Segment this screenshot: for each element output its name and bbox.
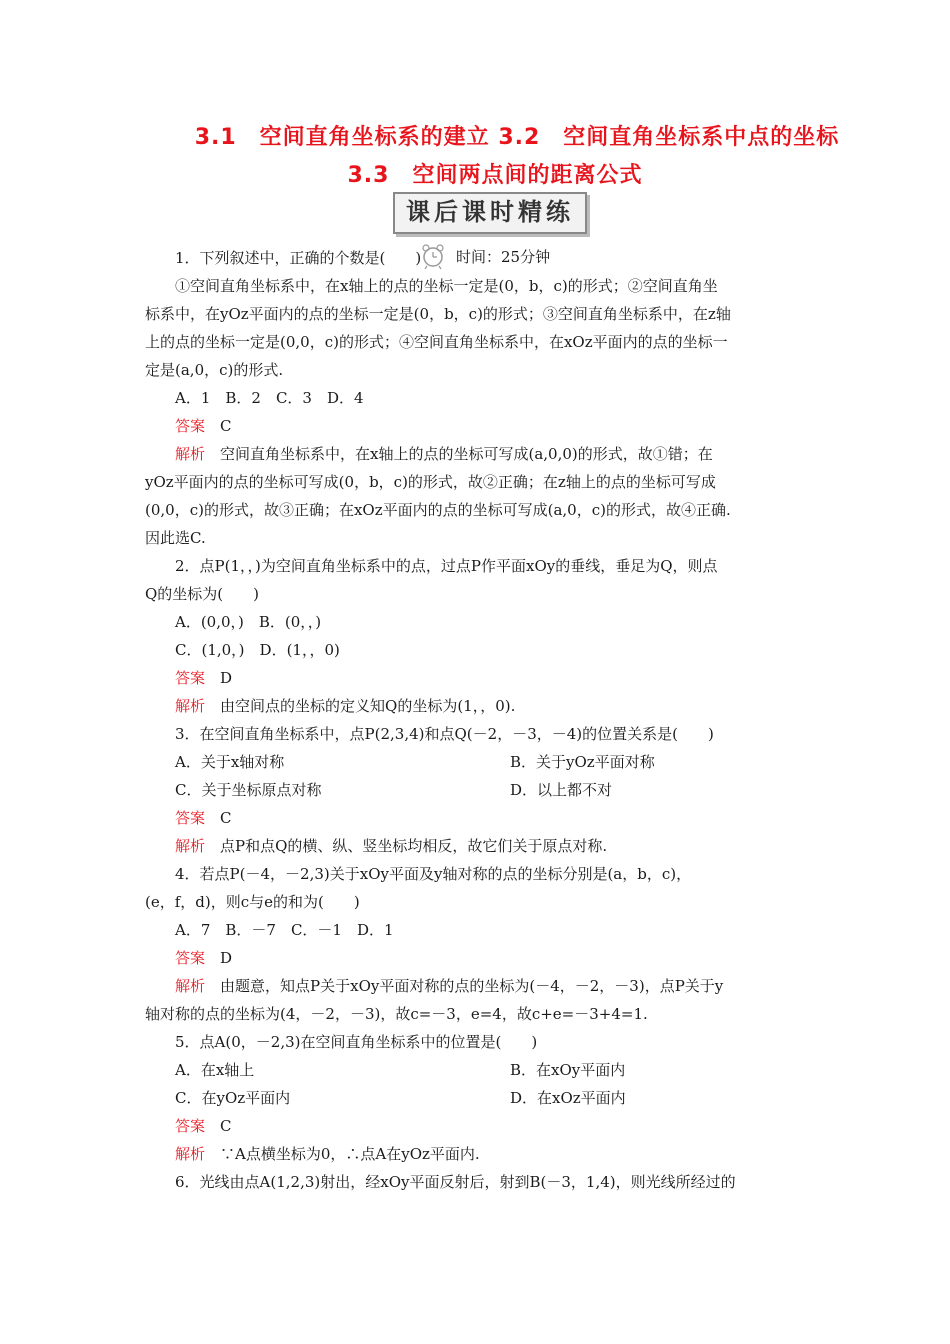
q3-option-c: C．关于坐标原点对称 [175, 781, 322, 799]
q1-body-2: 标系中，在yOz平面内的点的坐标一定是(0，b，c)的形式；③空间直角坐标系中，在z轴 [145, 305, 731, 323]
q3-option-b: B．关于yOz平面对称 [510, 753, 655, 771]
q4-options: A．7 B．－7 C．－1 D．1 [175, 921, 394, 939]
q1-body-3: 上的点的坐标一定是(0,0，c)的形式；④空间直角坐标系中，在xOz平面内的点的坐标一 [145, 333, 728, 351]
title-line-1: 3.1 空间直角坐标系的建立 3.2 空间直角坐标系中点的坐标 [194, 125, 840, 150]
q5-option-b: B．在xOy平面内 [510, 1061, 626, 1079]
q2-options-2: C．(1,0，) D．(1，，0) [175, 641, 340, 659]
after-class-practice-banner: 课后课时精练 [393, 192, 587, 234]
alarm-clock-icon [420, 242, 446, 270]
q5-answer: 答案 C [175, 1117, 232, 1135]
q1-analysis-1: 解析 空间直角坐标系中，在x轴上的点的坐标可写成(a,0,0)的形式，故①错；在 [175, 445, 713, 463]
q4-answer: 答案 D [175, 949, 233, 967]
q2-answer: 答案 D [175, 669, 233, 687]
q4-analysis-1: 解析 由题意，知点P关于xOy平面对称的点的坐标为(－4，－2，－3)，点P关于y [175, 977, 724, 995]
q3-option-d: D．以上都不对 [510, 781, 613, 799]
q3-stem: 3．在空间直角坐标系中，点P(2,3,4)和点Q(－2，－3，－4)的位置关系是( ) [175, 725, 714, 743]
q4-analysis-2: 轴对称的点的坐标为(4，－2，－3)，故c=－3，e=4，故c+e=－3+4=1. [145, 1005, 648, 1023]
q4-stem-1: 4．若点P(－4，－2,3)关于xOy平面及y轴对称的点的坐标分别是(a，b，c)， [175, 865, 692, 883]
time-label: 时间：25分钟 [456, 247, 551, 266]
q1-body-1: ①空间直角坐标系中，在x轴上的点的坐标一定是(0，b，c)的形式；②空间直角坐 [175, 277, 718, 295]
q3-analysis: 解析 点P和点Q的横、纵、竖坐标均相反，故它们关于原点对称. [175, 837, 608, 855]
q2-options-1: A．(0,0，) B．(0，，) [175, 613, 322, 631]
q5-option-c: C．在yOz平面内 [175, 1089, 291, 1107]
q5-analysis: 解析 ∵A点横坐标为0，∴点A在yOz平面内. [175, 1145, 480, 1163]
q3-option-a: A．关于x轴对称 [175, 753, 285, 771]
q1-body-4: 定是(a,0，c)的形式. [145, 361, 284, 379]
q1-answer: 答案 C [175, 417, 232, 435]
q1-analysis-2: yOz平面内的点的坐标可写成(0，b，c)的形式，故②正确；在z轴上的点的坐标可写成 [145, 473, 716, 491]
title-line-2: 3.3 空间两点间的距离公式 [347, 163, 643, 188]
q1-options: A．1 B．2 C．3 D．4 [175, 389, 364, 407]
q2-stem-2: Q的坐标为( ) [145, 585, 260, 603]
q5-option-d: D．在xOz平面内 [510, 1089, 626, 1107]
q4-stem-2: (e，f，d)，则c与e的和为( ) [145, 893, 360, 911]
q1-analysis-4: 因此选C. [145, 529, 206, 547]
q2-analysis: 解析 由空间点的坐标的定义知Q的坐标为(1，，0). [175, 697, 516, 715]
q6-stem: 6．光线由点A(1,2,3)射出，经xOy平面反射后，射到B(－3，1,4)，则光线所经过的 [175, 1173, 736, 1191]
q5-stem: 5．点A(0，－2,3)在空间直角坐标系中的位置是( ) [175, 1033, 538, 1051]
q3-answer: 答案 C [175, 809, 232, 827]
q1-analysis-3: (0,0，c)的形式，故③正确；在xOz平面内的点的坐标可写成(a,0，c)的形式，故④正确. [145, 501, 731, 519]
q2-stem-1: 2．点P(1，，)为空间直角坐标系中的点，过点P作平面xOy的垂线，垂足为Q，则点 [175, 557, 718, 575]
time-limit [420, 240, 550, 272]
q1-stem: 1．下列叙述中，正确的个数是( ) [175, 249, 422, 267]
q5-option-a: A．在x轴上 [175, 1061, 255, 1079]
